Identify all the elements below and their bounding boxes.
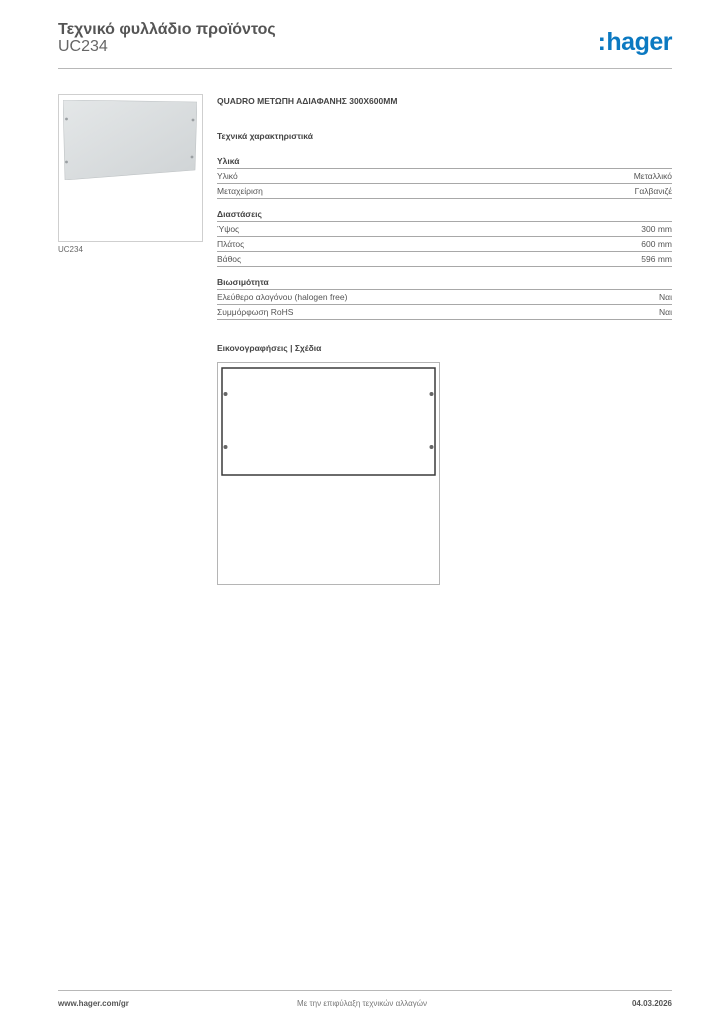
spec-value: 300 mm xyxy=(641,224,672,234)
spec-label: Υλικό xyxy=(217,171,238,181)
spec-row xyxy=(217,222,672,237)
technical-drawing xyxy=(218,363,439,584)
logo-colon: : xyxy=(597,28,606,56)
panel-photo xyxy=(63,100,197,180)
spec-value: Ναι xyxy=(659,307,672,317)
footer-notice: Με την επιφύλαξη τεχνικών αλλαγών xyxy=(297,999,427,1008)
spec-row xyxy=(217,252,672,267)
technical-characteristics-heading: Τεχνικά χαρακτηριστικά xyxy=(217,131,313,141)
spec-label: Ύψος xyxy=(217,224,240,234)
section-title: Υλικά xyxy=(217,155,672,169)
spec-row xyxy=(217,305,672,320)
spec-row xyxy=(217,290,672,305)
footer-date: 04.03.2026 xyxy=(631,999,672,1008)
spec-label: Ελεύθερο αλογόνου (halogen free) xyxy=(217,292,348,302)
footer-divider xyxy=(58,990,672,991)
drawing-frame xyxy=(217,362,440,585)
spec-value: Μεταλλικό xyxy=(633,171,672,181)
spec-value: Γαλβανιζέ xyxy=(634,186,672,196)
spec-label: Βάθος xyxy=(217,254,242,264)
drawings-heading: Εικονογραφήσεις | Σχέδια xyxy=(217,343,322,353)
product-code-heading: UC234 xyxy=(58,38,108,55)
spec-label: Πλάτος xyxy=(217,239,245,249)
materials-section xyxy=(217,155,672,199)
hager-logo xyxy=(598,28,672,57)
spec-value: 600 mm xyxy=(641,239,672,249)
logo-text: hager xyxy=(606,28,672,56)
product-name: QUADRO ΜΕΤΩΠΗ ΑΔΙΑΦΑΝΗΣ 300X600MM xyxy=(217,96,398,106)
header-divider xyxy=(58,68,672,69)
spec-row xyxy=(217,184,672,199)
sustainability-section xyxy=(217,276,672,320)
product-thumbnail xyxy=(58,94,203,242)
footer-website-link[interactable]: www.hager.com/gr xyxy=(58,999,129,1008)
thumbnail-caption: UC234 xyxy=(58,245,83,254)
document-title: Τεχνικό φυλλάδιο προϊόντος xyxy=(58,21,276,38)
spec-value: 596 mm xyxy=(641,254,672,264)
spec-row xyxy=(217,237,672,252)
spec-value: Ναι xyxy=(659,292,672,302)
spec-row xyxy=(217,169,672,184)
section-title: Βιωσιμότητα xyxy=(217,276,672,290)
spec-label: Μεταχείριση xyxy=(217,186,263,196)
dimensions-section xyxy=(217,208,672,267)
section-title: Διαστάσεις xyxy=(217,208,672,222)
spec-label: Συμμόρφωση RoHS xyxy=(217,307,294,317)
